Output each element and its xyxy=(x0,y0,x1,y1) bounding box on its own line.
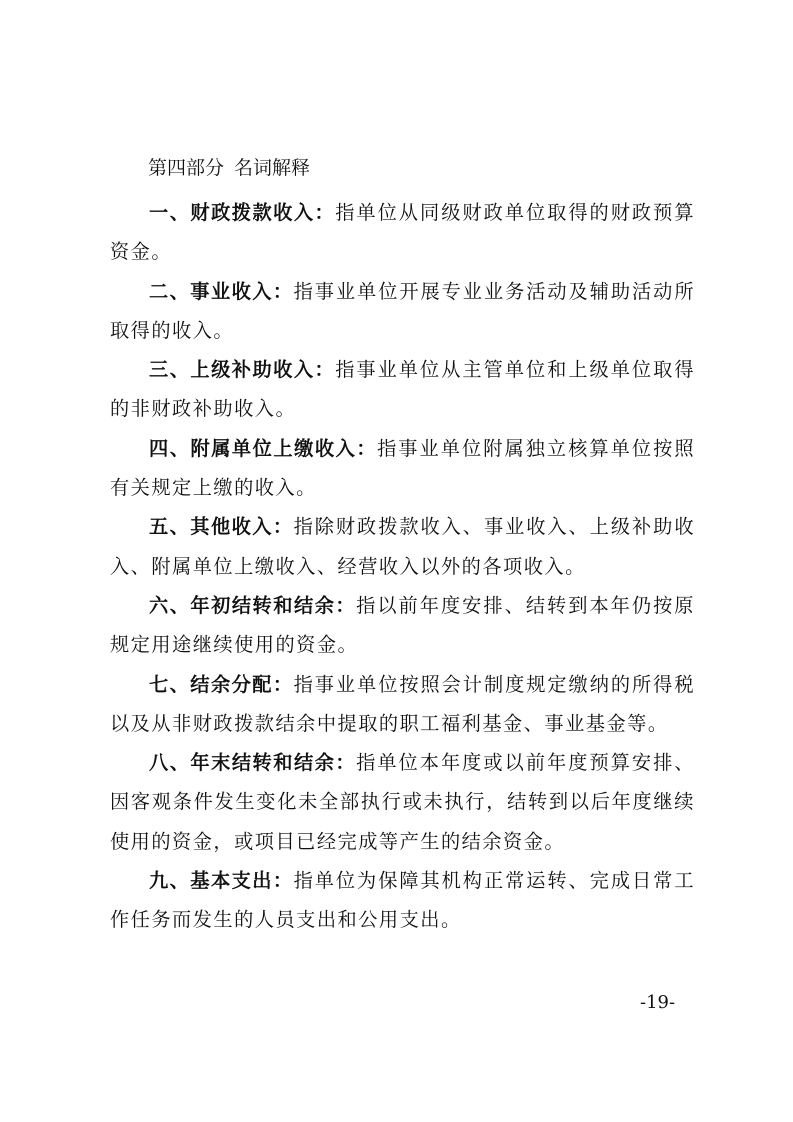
term-name: 七、结余分配： xyxy=(149,672,294,696)
term-name: 三、上级补助收入： xyxy=(149,358,336,382)
glossary-item xyxy=(110,193,695,272)
term-definition: 指事业单位附属独立核算单位按照有关规定上缴的收入。 xyxy=(110,436,696,500)
glossary-item xyxy=(110,350,695,429)
glossary-item xyxy=(110,861,695,940)
term-definition: 指单位本年度或以前年度预算安排、因客观条件发生变化未全部执行或未执行，结转到以后年度继续使用的资金，或项目已经完成等产生的结余资金。 xyxy=(110,751,695,853)
term-name: 一、财政拨款收入： xyxy=(149,201,336,224)
page-number: -19- xyxy=(640,992,676,1013)
term-definition: 指事业单位开展专业业务活动及辅助活动所取得的收入。 xyxy=(110,279,696,342)
glossary-item xyxy=(110,743,695,861)
glossary-item xyxy=(110,665,695,744)
term-definition: 指以前年度安排、结转到本年仍按原规定用途继续使用的资金。 xyxy=(110,593,695,657)
term-definition: 指单位从同级财政单位取得的财政预算资金。 xyxy=(110,201,696,264)
term-name: 八、年末结转和结余： xyxy=(149,751,357,775)
glossary-body xyxy=(110,193,695,940)
term-definition: 指除财政拨款收入、事业收入、上级补助收入、附属单位上缴收入、经营收入以外的各项收入。 xyxy=(110,515,696,578)
section-title xyxy=(148,154,310,182)
term-definition: 指事业单位从主管单位和上级单位取得的非财政补助收入。 xyxy=(110,358,696,421)
term-name: 六、年初结转和结余： xyxy=(149,593,357,617)
glossary-item xyxy=(110,507,695,586)
section-heading: 名词解释 xyxy=(234,157,311,179)
term-name: 九、基本支出： xyxy=(149,869,294,893)
term-name: 五、其他收入： xyxy=(149,515,294,539)
term-definition: 指单位为保障其机构正常运转、完成日常工作任务而发生的人员支出和公用支出。 xyxy=(110,869,696,932)
section-part: 第四部分 xyxy=(148,157,225,179)
term-name: 二、事业收入： xyxy=(149,279,294,303)
glossary-item xyxy=(110,586,695,665)
glossary-item xyxy=(110,272,695,351)
glossary-item xyxy=(110,429,695,508)
term-definition: 指事业单位按照会计制度规定缴纳的所得税以及从非财政拨款结余中提取的职工福利基金、事业基金等。 xyxy=(110,672,696,735)
term-name: 四、附属单位上缴收入： xyxy=(149,436,378,460)
